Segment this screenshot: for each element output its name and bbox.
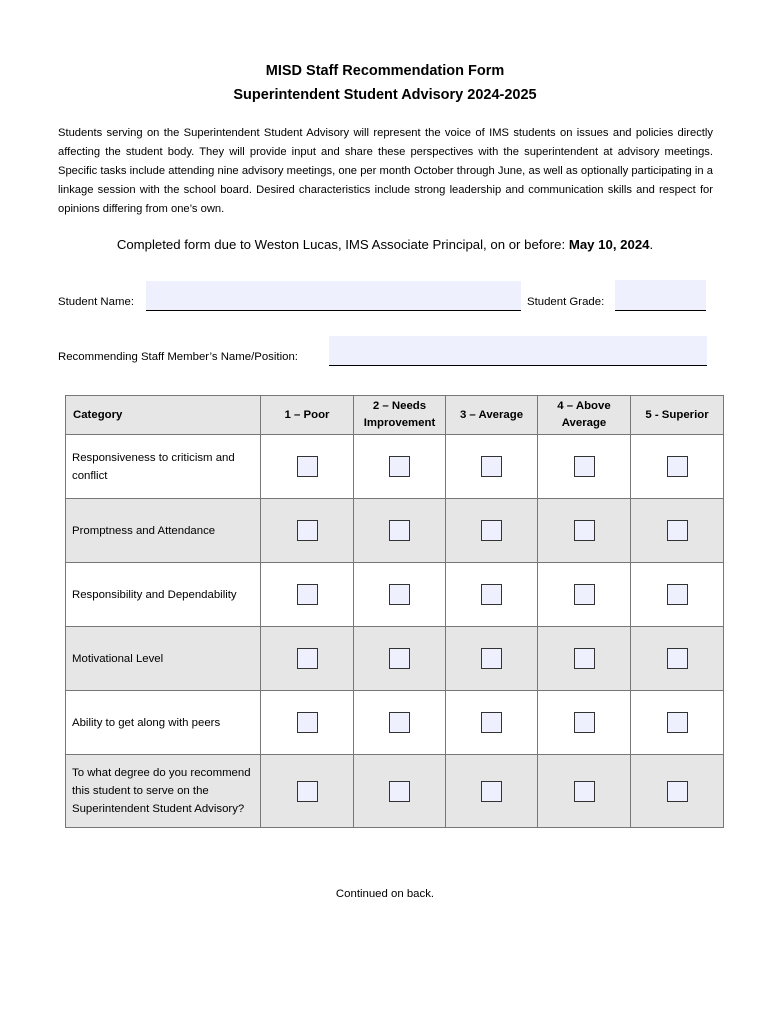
row-category: Ability to get along with peers	[66, 691, 261, 755]
rating-checkbox[interactable]	[574, 781, 595, 802]
rating-checkbox[interactable]	[481, 584, 502, 605]
rating-checkbox[interactable]	[481, 781, 502, 802]
rating-checkbox[interactable]	[481, 456, 502, 477]
rating-checkbox[interactable]	[297, 781, 318, 802]
rating-checkbox[interactable]	[574, 712, 595, 733]
rating-checkbox[interactable]	[667, 584, 688, 605]
table-row	[66, 691, 724, 755]
rating-checkbox[interactable]	[481, 712, 502, 733]
staff-name-label: Recommending Staff Member’s Name/Position:	[58, 351, 298, 363]
table-header-row	[66, 396, 724, 435]
row-category: Responsibility and Dependability	[66, 563, 261, 627]
rating-checkbox[interactable]	[667, 648, 688, 669]
row-category: Responsiveness to criticism and conflict	[66, 435, 261, 499]
rating-checkbox[interactable]	[667, 712, 688, 733]
rating-checkbox[interactable]	[574, 520, 595, 541]
student-grade-label: Student Grade:	[527, 296, 605, 308]
rating-checkbox[interactable]	[667, 781, 688, 802]
table-row	[66, 755, 724, 828]
row-category: Motivational Level	[66, 627, 261, 691]
form-subtitle: Superintendent Student Advisory 2024-2025	[233, 87, 537, 103]
header-needs-improvement: 2 – Needs Improvement	[354, 396, 446, 435]
header-poor: 1 – Poor	[261, 396, 354, 435]
intro-paragraph: Students serving on the Superintendent Student Advisory will represent the voice of IMS students on issues and policies directly affecting the student body. They will provide input and share these perspectives with the superintendent at advisory meetings. Specific tasks include attending nine advisory meetings, one per month October through June, as well as optionally participating in a linkage session with the school board. Desired characteristics include strong leadership and communication skills and respect for opinions differing from one’s own.	[58, 127, 713, 215]
due-statement	[0, 237, 770, 252]
rating-checkbox[interactable]	[297, 712, 318, 733]
header-above-average: 4 – Above Average	[538, 396, 631, 435]
rating-checkbox[interactable]	[574, 648, 595, 669]
rating-checkbox[interactable]	[574, 584, 595, 605]
rating-checkbox[interactable]	[389, 456, 410, 477]
student-name-label: Student Name:	[58, 296, 134, 308]
header-average: 3 – Average	[446, 396, 538, 435]
student-grade-field[interactable]	[615, 280, 706, 311]
rating-checkbox[interactable]	[297, 520, 318, 541]
table-row	[66, 499, 724, 563]
header-superior: 5 - Superior	[631, 396, 724, 435]
row-category: Promptness and Attendance	[66, 499, 261, 563]
rating-checkbox[interactable]	[481, 648, 502, 669]
student-name-field[interactable]	[146, 281, 521, 311]
rating-checkbox[interactable]	[297, 456, 318, 477]
rating-checkbox[interactable]	[297, 648, 318, 669]
header-category: Category	[66, 396, 261, 435]
table-row	[66, 435, 724, 499]
rating-table	[65, 395, 724, 828]
rating-checkbox[interactable]	[667, 456, 688, 477]
rating-checkbox[interactable]	[481, 520, 502, 541]
due-date: May 10, 2024	[568, 237, 650, 252]
rating-checkbox[interactable]	[389, 712, 410, 733]
rating-checkbox[interactable]	[574, 456, 595, 477]
continued-note: Continued on back.	[335, 888, 435, 900]
rating-checkbox[interactable]	[389, 520, 410, 541]
rating-checkbox[interactable]	[297, 584, 318, 605]
rating-checkbox[interactable]	[389, 648, 410, 669]
due-text: Completed form due to Weston Lucas, IMS Associate Principal, on or before:	[116, 237, 569, 252]
form-title: MISD Staff Recommendation Form	[265, 63, 505, 79]
rating-checkbox[interactable]	[667, 520, 688, 541]
table-row	[66, 627, 724, 691]
due-end: .	[649, 237, 654, 252]
rating-checkbox[interactable]	[389, 781, 410, 802]
staff-name-field[interactable]	[329, 336, 707, 366]
rating-checkbox[interactable]	[389, 584, 410, 605]
row-category: To what degree do you recommend this student to serve on the Superintendent Student Advisory?	[66, 755, 261, 828]
table-row	[66, 563, 724, 627]
